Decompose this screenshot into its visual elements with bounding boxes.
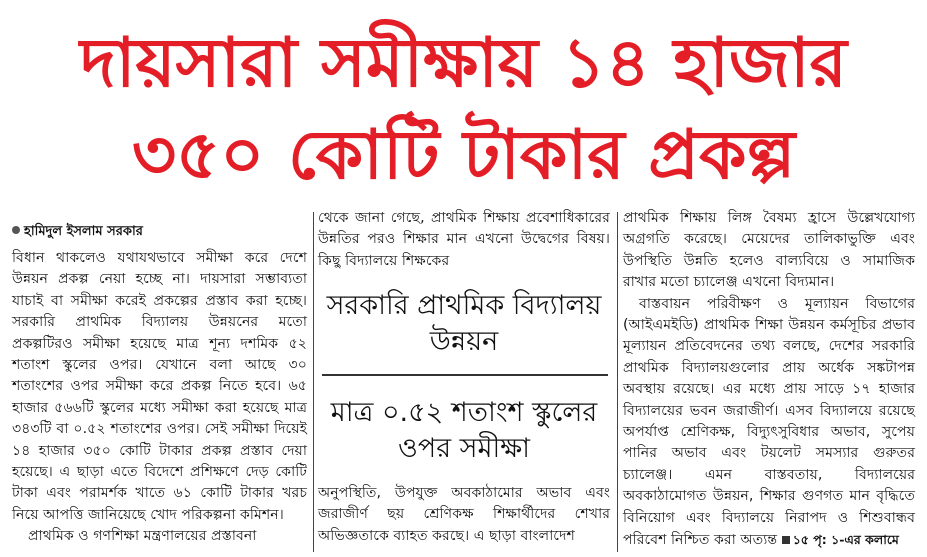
pull-quote-2: মাত্র ০.৫২ শতাংশ স্কুলের ওপর সমীক্ষা <box>330 397 598 464</box>
column-divider-1 <box>313 212 314 552</box>
column-2-paragraph-bottom: অনুপস্থিতি, উপযুক্ত অবকাঠামোর অভাব এবং জরাজীর্ণ ছয় শ্রেণিকক্ষ শিক্ষার্থীদের শেখার অভিজ্ঞতাকে ব্যাহত করছে। এ ছাড়া বাংলাদেশ <box>318 485 610 544</box>
headline <box>0 18 927 202</box>
bullet-icon <box>12 226 20 234</box>
column-2-paragraph-top: থেকে জানা গেছে, প্রাথমিক শিক্ষায় প্রবেশাধিকারের উন্নতির পরও শিক্ষার মান এখনো উদ্বেগের বিষয়। কিছু বিদ্যালয়ে শিক্ষকের <box>318 210 610 269</box>
continuation-jump-text: ১৫ পৃ: ১-এর কলামে <box>792 532 899 548</box>
column-2-bottom <box>318 483 610 547</box>
column-3 <box>623 208 915 552</box>
column-3-paragraph-2 <box>623 294 915 552</box>
headline-line-1: দায়সারা সমীক্ষায় ১৪ হাজার <box>80 24 847 103</box>
column-1 <box>12 222 307 548</box>
column-1-paragraph-2: প্রাথমিক ও গণশিক্ষা মন্ত্রণালয়ের প্রস্তাবনা <box>28 528 257 545</box>
pull-quote-divider <box>322 374 608 376</box>
column-3-paragraph-2-text: বাস্তবায়ন পরিবীক্ষণ ও মূল্যায়ন বিভাগের (আইএমইডি) প্রাথমিক শিক্ষা উন্নয়ন কর্মসূচির প্রভাব মূল্যায়ন প্রতিবেদনের তথ্য বলছে, দেশের সরকারি প্রাথমিক বিদ্যালয়গুলোর প্রায় অর্ধেক সঙ্কটাপন্ন অবস্থায় রয়েছে। এর মধ্যে প্রায় সাড়ে ১৭ হাজার বিদ্যালয়ের ভবন জরাজীর্ণ। এসব বিদ্যালয়ে রয়েছে অপর্যাপ্ত শ্রেণিকক্ষ, বিদ্যুৎসুবিধার অভাব, সুপেয় পানির অভাব এবং টয়লেট সমস্যার গুরুতর চ্যালেঞ্জ। এমন বাস্তবতায়, বিদ্যালয়ের অবকাঠামোগত উন্নয়ন, শিক্ষার গুণগত মান বৃদ্ধিতে বিনিয়োগ এবং বিদ্যালয়ে নিরাপদ ও শিশুবান্ধব পরিবেশ নিশ্চিত করা অত্যন্ত <box>623 295 915 549</box>
continuation-jump <box>782 532 899 547</box>
square-bullet-icon <box>782 536 790 544</box>
byline <box>12 222 307 242</box>
byline-text: হামিদুল ইসলাম সরকার <box>24 224 143 239</box>
column-1-paragraph-1: বিধান থাকলেও যথাযথভাবে সমীক্ষা করে দেশে উন্নয়ন প্রকল্প নেয়া হচ্ছে না। দায়সারা সম্ভাব্যতা যাচাই বা সমীক্ষা করেই প্রকল্পের প্রস্তাব করা হচ্ছে। সরকারি প্রাথমিক বিদ্যালয় উন্নয়নের মতো প্রকল্পটিরও সমীক্ষা হয়েছে মাত্র শূন্য দশমিক ৫২ শতাংশ স্কুলের ওপর। যেখানে বলা আছে ৩০ শতাংশের ওপর সমীক্ষা করে প্রকল্প নিতে হবে। ৬৫ হাজার ৫৬৬টি স্কুলের মধ্যে সমীক্ষা করা হয়েছে মাত্র ৩৪৩টি বা ০.৫২ শতাংশের ওপর। সেই সমীক্ষা দিয়েই ১৪ হাজার ৩৫০ কোটি টাকার প্রকল্প প্রস্তাব দেয়া হয়েছে। এ ছাড়া এতে বিদেশে প্রশিক্ষণে দেড় কোটি টাকা এবং পরামর্শক খাতে ৬১ কোটি টাকার খরচ নিয়ে আপত্তি জানিয়েছে খোদ পরিকল্পনা কমিশন। <box>12 250 307 523</box>
column-3-paragraph-1: প্রাথমিক শিক্ষায় লিঙ্গ বৈষম্য হ্রাসে উল্লেখযোগ্য অগ্রগতি করেছে। মেয়েদের তালিকাভুক্তি এবং উপস্থিতি উন্নতি হলেও বাল্যবিয়ে ও সামাজিক রাখার মতো চ্যালেঞ্জ এখনো বিদ্যমান। <box>623 210 915 291</box>
column-2-top <box>318 208 610 272</box>
column-divider-2 <box>617 212 618 552</box>
headline-line-2: ৩৫০ কোটি টাকার প্রকল্প <box>131 116 796 195</box>
pull-quote-1: সরকারি প্রাথমিক বিদ্যালয় উন্নয়ন <box>326 290 602 357</box>
